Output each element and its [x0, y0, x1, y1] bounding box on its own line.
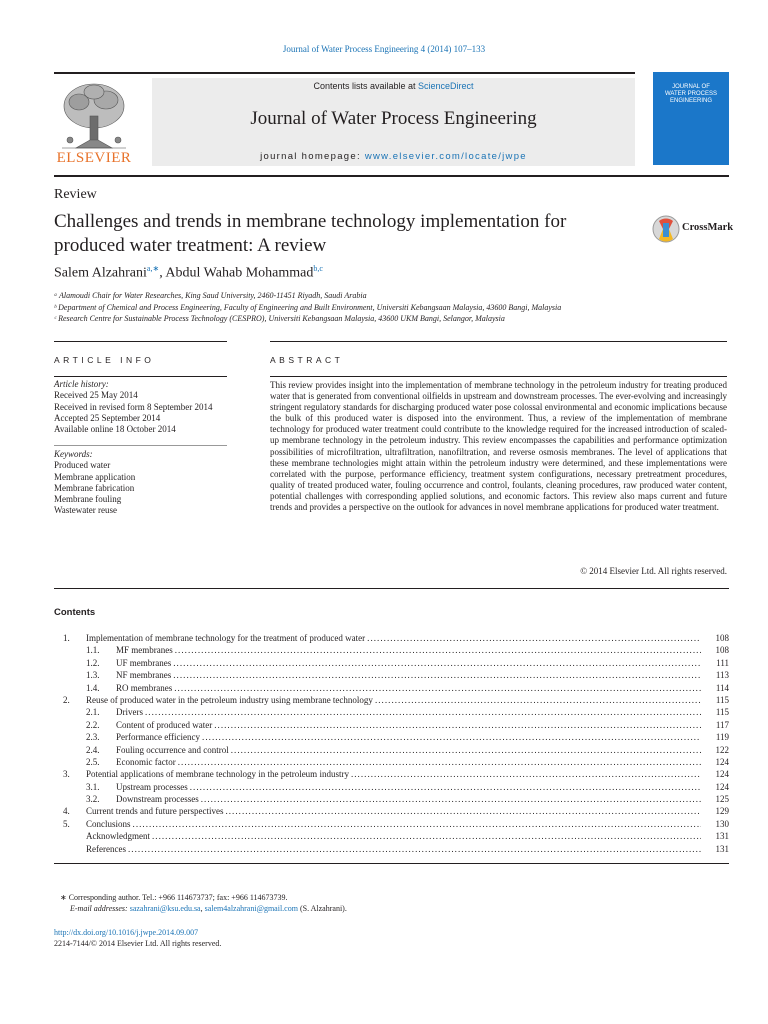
toc-row[interactable] — [54, 744, 729, 756]
toc-leader — [174, 682, 701, 694]
toc-title[interactable]: Fouling occurrence and control — [116, 744, 229, 755]
toc-row[interactable] — [54, 719, 729, 731]
abstract-bottom-rule — [54, 588, 729, 589]
toc-title[interactable]: Drivers — [116, 707, 143, 718]
toc-row[interactable] — [54, 793, 729, 805]
keyword-item: Wastewater reuse — [54, 505, 117, 516]
footnote-marker: ∗ — [60, 893, 67, 902]
journal-cover-image — [653, 72, 729, 165]
affiliation: ᵇ Department of Chemical and Process Engineering, Faculty of Engineering and Built Environment, Universiti Kebangsaan Malaysia, 43600 Bangi, Malaysia — [54, 303, 562, 312]
toc-number: 2.3. — [86, 732, 100, 743]
keywords-rule — [54, 445, 227, 446]
article-info-top-rule — [54, 341, 227, 342]
toc-leader — [152, 830, 701, 842]
author-separator: , — [159, 265, 166, 281]
header-top-rule — [54, 72, 635, 74]
keywords — [54, 449, 135, 517]
toc-title[interactable]: Acknowledgment — [86, 831, 150, 842]
keyword-item: Membrane fouling — [54, 494, 122, 505]
toc-title[interactable]: Performance efficiency — [116, 732, 201, 743]
toc-leader — [214, 719, 701, 731]
keyword-item: Membrane fabrication — [54, 482, 135, 493]
toc-number: 2.5. — [86, 756, 100, 767]
toc-page: 131 — [715, 831, 729, 842]
affiliation: ᶜ Research Centre for Sustainable Process Technology (CESPRO), Universiti Kebangsaan Malaysia, 43600 UKM Bangi, Selangor, Malaysia — [54, 314, 505, 323]
doi-link[interactable]: http://dx.doi.org/10.1016/j.jwpe.2014.09.007 — [54, 928, 199, 937]
contents-bottom-rule — [54, 863, 729, 864]
toc-number: 1. — [63, 633, 70, 643]
toc-leader — [178, 756, 701, 768]
article-info-heading: ARTICLE INFO — [54, 355, 155, 365]
toc-row[interactable] — [54, 694, 729, 706]
toc-page: 108 — [715, 633, 729, 643]
toc-number: 3.2. — [86, 794, 100, 805]
article-title: Challenges and trends in membrane technology implementation for produced water treatment: A review — [54, 211, 567, 256]
toc-row[interactable] — [54, 632, 729, 644]
corresponding-author-text: Corresponding author. Tel.: +966 114673737; fax: +966 114673739. — [68, 893, 288, 902]
cover-title-line: ENGINEERING — [669, 98, 712, 104]
table-of-contents — [54, 632, 729, 855]
toc-page: 108 — [715, 645, 729, 656]
toc-page: 119 — [715, 732, 729, 743]
crossmark-icon[interactable] — [651, 213, 681, 245]
keyword-item: Membrane application — [54, 471, 136, 482]
cover-title-line: WATER PROCESS — [664, 91, 717, 97]
abstract-top-rule — [270, 341, 727, 342]
history-item: Received 25 May 2014 — [54, 390, 138, 401]
toc-leader — [173, 669, 701, 681]
toc-number: 2.1. — [86, 707, 100, 718]
toc-page: 115 — [715, 707, 729, 718]
toc-page: 124 — [715, 769, 729, 780]
toc-title[interactable]: Downstream processes — [116, 794, 199, 805]
affiliation: ᵃ Alamoudi Chair for Water Researches, King Saud University, 2460-11451 Riyadh, Saudi Arabia — [54, 291, 367, 300]
toc-leader — [173, 657, 701, 669]
history-label: Article history: — [54, 379, 109, 389]
toc-row[interactable] — [54, 843, 729, 855]
cover-title-line: JOURNAL OF — [672, 84, 710, 90]
toc-row[interactable] — [54, 805, 729, 817]
toc-leader — [133, 818, 701, 830]
toc-page: 111 — [716, 657, 729, 668]
abstract-rule — [270, 376, 727, 377]
journal-homepage-line — [152, 151, 635, 162]
toc-number: 1.1. — [86, 645, 100, 656]
email-label: E-mail addresses: — [70, 904, 128, 913]
toc-title[interactable]: RO membranes — [116, 682, 173, 693]
toc-title[interactable]: UF membranes — [116, 657, 172, 668]
cover-title — [653, 84, 729, 105]
toc-number — [63, 830, 86, 842]
toc-row[interactable] — [54, 657, 729, 669]
toc-page: 124 — [715, 781, 729, 792]
toc-leader — [231, 744, 701, 756]
journal-reference-link[interactable]: Journal of Water Process Engineering 4 (2014) 107–133 — [282, 44, 486, 54]
toc-page: 115 — [715, 694, 729, 705]
email-link[interactable]: sazahrani@ksu.edu.sa — [129, 904, 201, 913]
toc-title[interactable]: Reuse of produced water in the petroleum industry using membrane technology — [86, 694, 373, 705]
contents-heading: Contents — [54, 607, 96, 618]
toc-number — [63, 843, 86, 855]
toc-leader — [145, 706, 701, 718]
toc-number: 2. — [63, 694, 70, 705]
homepage-link[interactable]: www.elsevier.com/locate/jwpe — [364, 151, 527, 162]
toc-row[interactable] — [54, 644, 729, 656]
toc-number: 2.4. — [86, 744, 100, 755]
homepage-label: journal homepage: — [260, 151, 365, 162]
toc-row[interactable] — [54, 830, 729, 842]
article-history — [54, 379, 212, 435]
toc-leader — [351, 768, 701, 780]
toc-leader — [375, 694, 701, 706]
email-separator: , — [200, 904, 205, 913]
toc-page: 113 — [715, 670, 729, 681]
toc-row[interactable] — [54, 669, 729, 681]
toc-title[interactable]: Content of produced water — [116, 719, 213, 730]
toc-row[interactable] — [54, 818, 729, 830]
journal-title: Journal of Water Process Engineering — [250, 108, 537, 129]
author-list — [54, 264, 323, 282]
history-item: Accepted 25 September 2014 — [54, 412, 161, 423]
article-info-rule — [54, 376, 227, 377]
history-item: Available online 18 October 2014 — [54, 424, 176, 435]
toc-row[interactable] — [54, 682, 729, 694]
corresponding-author-note — [54, 893, 288, 902]
abstract-text: This review provides insight into the implementation of membrane technology in the petroleum industry for treating produced water that is generated from conventional oilfields in upstream and downstream processes. The ever-evolving and increasingly stringent regulatory standards for discharging produced water pose colossal environmental and economic implications because the bulk of this produced water is disposed into the environment. Thus, a review of the implementation of membrane technology for produced water treatment could contribute to the knowledge required for the increased introduction of scaled-up membrane technology in the petroleum industry. This review encompasses the capabilities and performance optimization possibilities of microfiltration, ultrafiltration, nanofiltration, and reverse osmosis membranes. The level of applications that these membrane technologies might attain within the petroleum industry were determined, and these implementations were correlated with the purpose, performance efficiency, treatment system configurations, necessary pretreatment procedures, quality of treated produced water, fouling occurrence and control, foulants, cleaning procedures, raw produced water content, potential challenges with corresponding applied solutions, and economic factors. This review also maps current and future trends and provides a perspective on the outlook for advances in novel membrane applications for produced water treatment. — [270, 380, 727, 513]
email-link[interactable]: salem4alzahrani@gmail.com — [204, 904, 298, 913]
sciencedirect-link[interactable]: ScienceDirect — [418, 81, 474, 91]
contents-available-line — [152, 81, 635, 91]
toc-leader — [175, 644, 701, 656]
toc-row[interactable] — [54, 781, 729, 793]
header-bottom-rule — [54, 175, 729, 177]
issn-line: 2214-7144/© 2014 Elsevier Ltd. All rights reserved. — [54, 939, 222, 948]
toc-title[interactable]: Potential applications of membrane technology in the petroleum industry — [86, 769, 349, 780]
toc-page: 122 — [715, 744, 729, 755]
toc-row[interactable] — [54, 706, 729, 718]
toc-page: 117 — [715, 719, 729, 730]
toc-number: 3.1. — [86, 781, 100, 792]
toc-leader — [201, 793, 701, 805]
toc-number: 2.2. — [86, 719, 100, 730]
toc-title[interactable]: Implementation of membrane technology for the treatment of produced water — [86, 633, 366, 643]
toc-title[interactable]: Conclusions — [86, 818, 131, 829]
history-item: Received in revised form 8 September 2014 — [54, 401, 213, 412]
contents-available-text: Contents lists available at — [313, 81, 419, 91]
toc-row[interactable] — [54, 768, 729, 780]
toc-page: 124 — [715, 756, 729, 767]
toc-leader — [225, 805, 701, 817]
author-name[interactable]: Salem Alzahrani — [54, 265, 147, 281]
publisher-name: ELSEVIER — [56, 150, 132, 166]
toc-title[interactable]: Economic factor — [116, 756, 176, 767]
toc-page: 131 — [715, 843, 729, 854]
toc-number: 1.4. — [86, 682, 100, 693]
author-affiliation-marker[interactable]: b,c — [313, 264, 323, 273]
toc-title[interactable]: MF membranes — [116, 645, 173, 656]
toc-row[interactable] — [54, 731, 729, 743]
crossmark-label[interactable]: CrossMark — [682, 222, 734, 233]
article-type: Review — [54, 187, 97, 202]
toc-leader — [202, 731, 701, 743]
author-name[interactable]: Abdul Wahab Mohammad — [165, 265, 314, 281]
toc-leader — [128, 843, 701, 855]
email-owner: (S. Alzahrani). — [297, 904, 347, 913]
toc-page: 114 — [715, 682, 729, 693]
toc-page: 125 — [715, 794, 729, 805]
toc-number: 5. — [63, 818, 70, 829]
toc-leader — [190, 781, 701, 793]
toc-row[interactable] — [54, 756, 729, 768]
toc-number: 4. — [63, 806, 70, 817]
toc-number: 1.2. — [86, 657, 100, 668]
author-affiliation-marker[interactable]: a,∗ — [146, 264, 160, 273]
keywords-label: Keywords: — [54, 449, 93, 459]
toc-page: 129 — [715, 806, 729, 817]
email-note — [70, 904, 347, 913]
toc-title[interactable]: References — [86, 843, 126, 854]
abstract-copyright: © 2014 Elsevier Ltd. All rights reserved. — [580, 566, 727, 576]
toc-title[interactable]: Upstream processes — [116, 781, 188, 792]
toc-leader — [367, 632, 701, 644]
keyword-item: Produced water — [54, 460, 111, 471]
toc-title[interactable]: Current trends and future perspectives — [86, 806, 224, 817]
toc-number: 1.3. — [86, 670, 100, 681]
toc-title[interactable]: NF membranes — [116, 670, 172, 681]
toc-page: 130 — [715, 818, 729, 829]
abstract-heading: ABSTRACT — [270, 355, 344, 365]
toc-number: 3. — [63, 769, 70, 780]
